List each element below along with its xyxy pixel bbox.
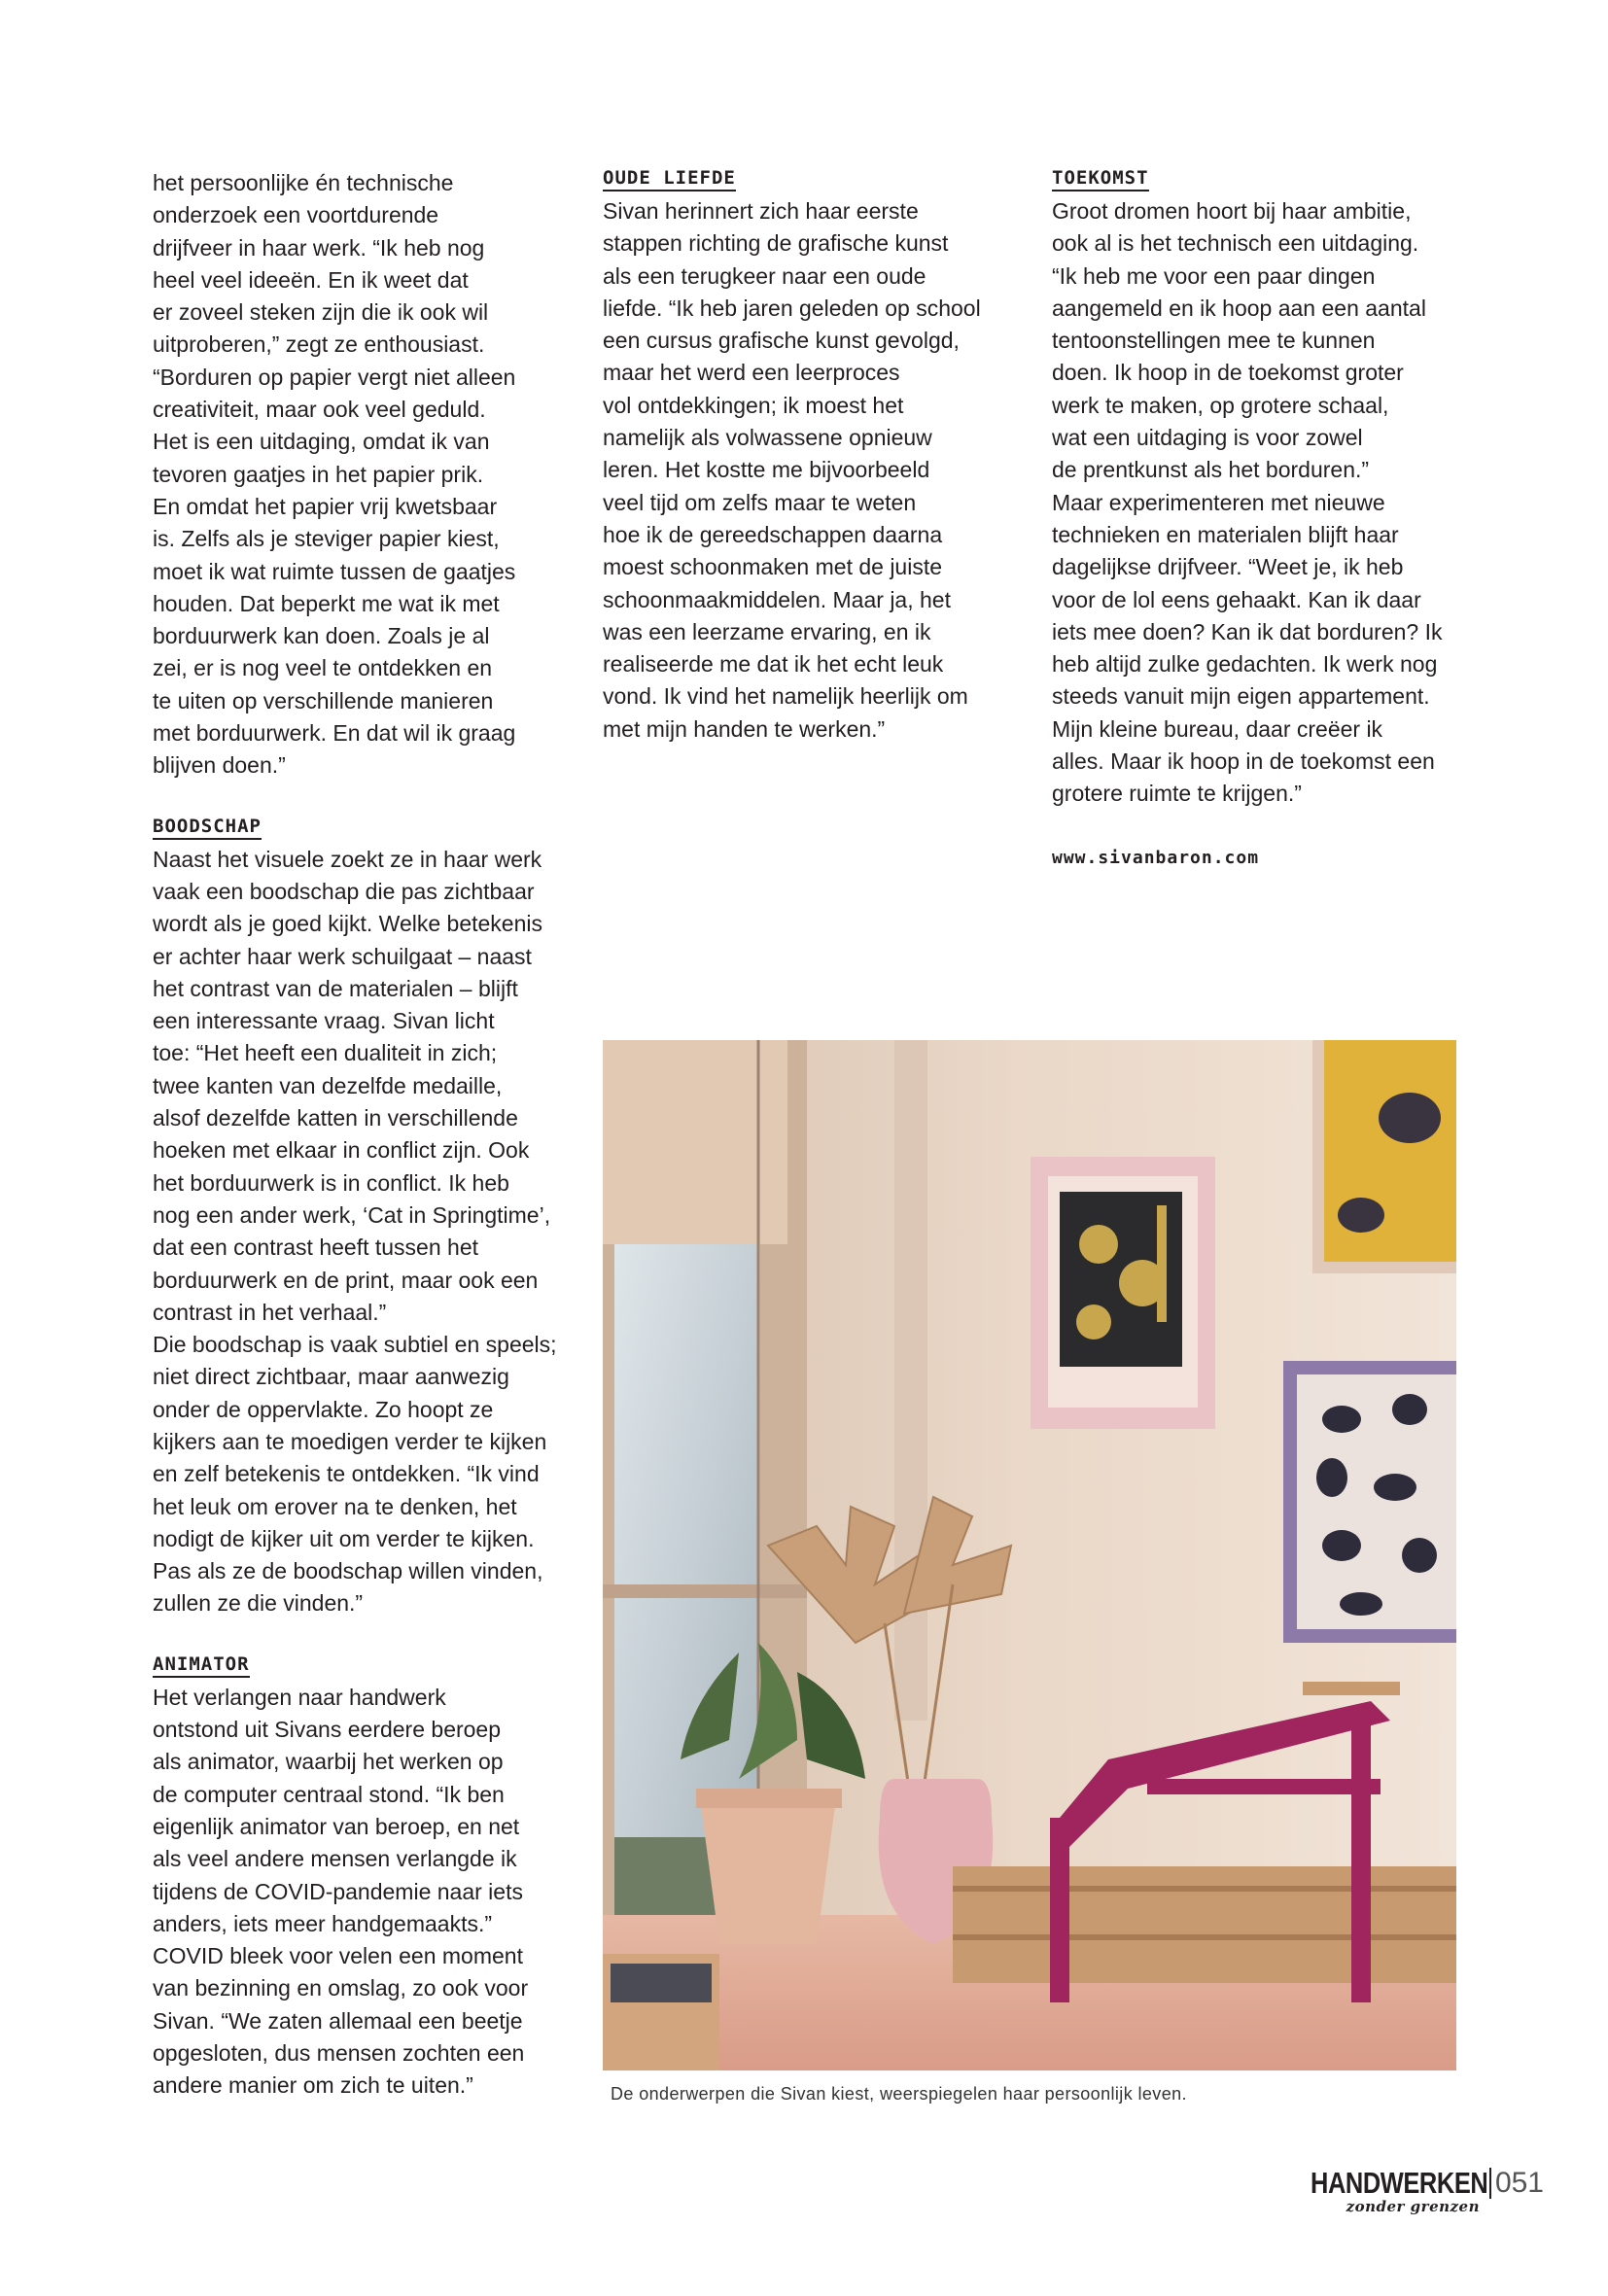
toekomst-paragraph: Groot dromen hoort bij haar ambitie, ook al is het technisch een uitdaging. “Ik heb me voor een paar dingen aangemeld en ik hoop aan een aantal tentoonstellingen mee te kunnen doen. Ik hoop in de toekomst groter werk te maken, op grotere schaal, wat een uitdaging is voor zowel de prentkunst als het borduren.” Maar experimenteren met nieuwe technieken en materialen blijft haar dagelijkse drijfveer. “Weet je, ik heb voor de lol eens gehaakt. Kan ik daar iets mee doen? Kan ik dat borduren? Ik heb altijd zulke gedachten. Ik werk nog steeds vanuit mijn eigen appartement. Mijn kleine bureau, daar creëer ik alles. Maar ik hoop in de toekomst een grotere ruimte te krijgen.” [1052,198,1443,807]
page-footer [1272,2168,1544,2214]
website-link[interactable]: www.sivanbaron.com [1052,847,1260,868]
section-heading-oude-liefde: OUDE LIEFDE [603,167,736,191]
article-column-2 [603,167,1011,746]
magazine-brand [1311,2168,1487,2199]
brand-subtitle: zonder grenzen [1346,2198,1480,2215]
oude-liefde-paragraph: Sivan herinnert zich haar eerste stappen richting de grafische kunst als een terugkeer naar een oude liefde. “Ik heb jaren geleden op school een cursus grafische kunst gevolgd, maar het werd een leerproces vol ontdekkingen; ik moest het namelijk als volwassene opnieuw leren. Het kostte me bijvoorbeeld veel tijd om zelfs maar te weten hoe ik de gereedschappen daarna moest schoonmaken met de juiste schoonmaakmiddelen. Maar ja, het was een leerzame ervaring, en ik realiseerde me dat ik het echt leuk vond. Ik vind het namelijk heerlijk om met mijn handen te werken.” [603,198,981,742]
brand-title: HANDWERKEN [1310,2166,1487,2200]
tool-box [603,1954,719,2070]
section-heading-animator: ANIMATOR [153,1653,250,1678]
section-heading-toekomst: TOEKOMST [1052,167,1149,191]
article-column-1 [153,167,561,2103]
intro-paragraph: het persoonlijke én technische onderzoek een voortdurende drijfveer in haar werk. “Ik heb nog heel veel ideeën. En ik weet dat er zoveel steken zijn die ik ook wil uitproberen,” zegt ze enthousiast. “Borduren op papier vergt niet alleen creativiteit, maar ook veel geduld. Het is een uitdaging, omdat ik van tevoren gaatjes in het papier prik. En omdat het papier vrij kwetsbaar is. Zelfs als je steviger papier kiest, moet ik wat ruimte tussen de gaatjes houden. Dat beperkt me wat ik met borduurwerk kan doen. Zoals je al zei, er is nog veel te ontdekken en te uiten op verschillende manieren met borduurwerk. En dat wil ik graag blijven doen.” [153,170,516,779]
animator-paragraph: Het verlangen naar handwerk ontstond uit Sivans eerdere beroep als animator, waarbij het werken op de computer centraal stond. “Ik ben eigenlijk animator van beroep, en net als veel andere mensen verlangde ik tijdens de COVID-pandemie naar iets anders, iets meer handgemaakts.” COVID bleek voor velen een moment van bezinning en omslag, zo ook voor Sivan. “We zaten allemaal een beetje opgesloten, dus mensen zochten een andere manier om zich te uiten.” [153,1684,529,2099]
page-number: 051 [1489,2168,1544,2199]
boodschap-paragraph: Naast het visuele zoekt ze in haar werk vaak een boodschap die pas zichtbaar wordt als je goed kijkt. Welke betekenis er achter haar werk schuilgaat – naast het contrast van de materialen – blijft een interessante vraag. Sivan licht toe: “Het heeft een dualiteit in zich; twee kanten van dezelfde medaille, alsof dezelfde katten in verschillende hoeken met elkaar in conflict zijn. Ook het borduurwerk is in conflict. Ik heb nog een ander werk, ‘Cat in Springtime’, dat een contrast heeft tussen het borduurwerk en de print, maar ook een contrast in het verhaal.” Die boodschap is vaak subtiel en speels; niet direct zichtbaar, maar aanwezig onder de oppervlakte. Zo hoopt ze kijkers aan te moedigen verder te kijken en zelf betekenis te ontdekken. “Ik vind het leuk om erover na te denken, het nodigt de kijker uit om verder te kijken. Pas als ze de boodschap willen vinden, zullen ze die vinden.” [153,846,557,1617]
section-heading-boodschap: BOODSCHAP [153,816,262,840]
studio-photo [603,1040,1456,2070]
photo-caption: De onderwerpen die Sivan kiest, weerspiegelen haar persoonlijk leven. [611,2084,1187,2104]
article-column-3 [1052,167,1460,868]
